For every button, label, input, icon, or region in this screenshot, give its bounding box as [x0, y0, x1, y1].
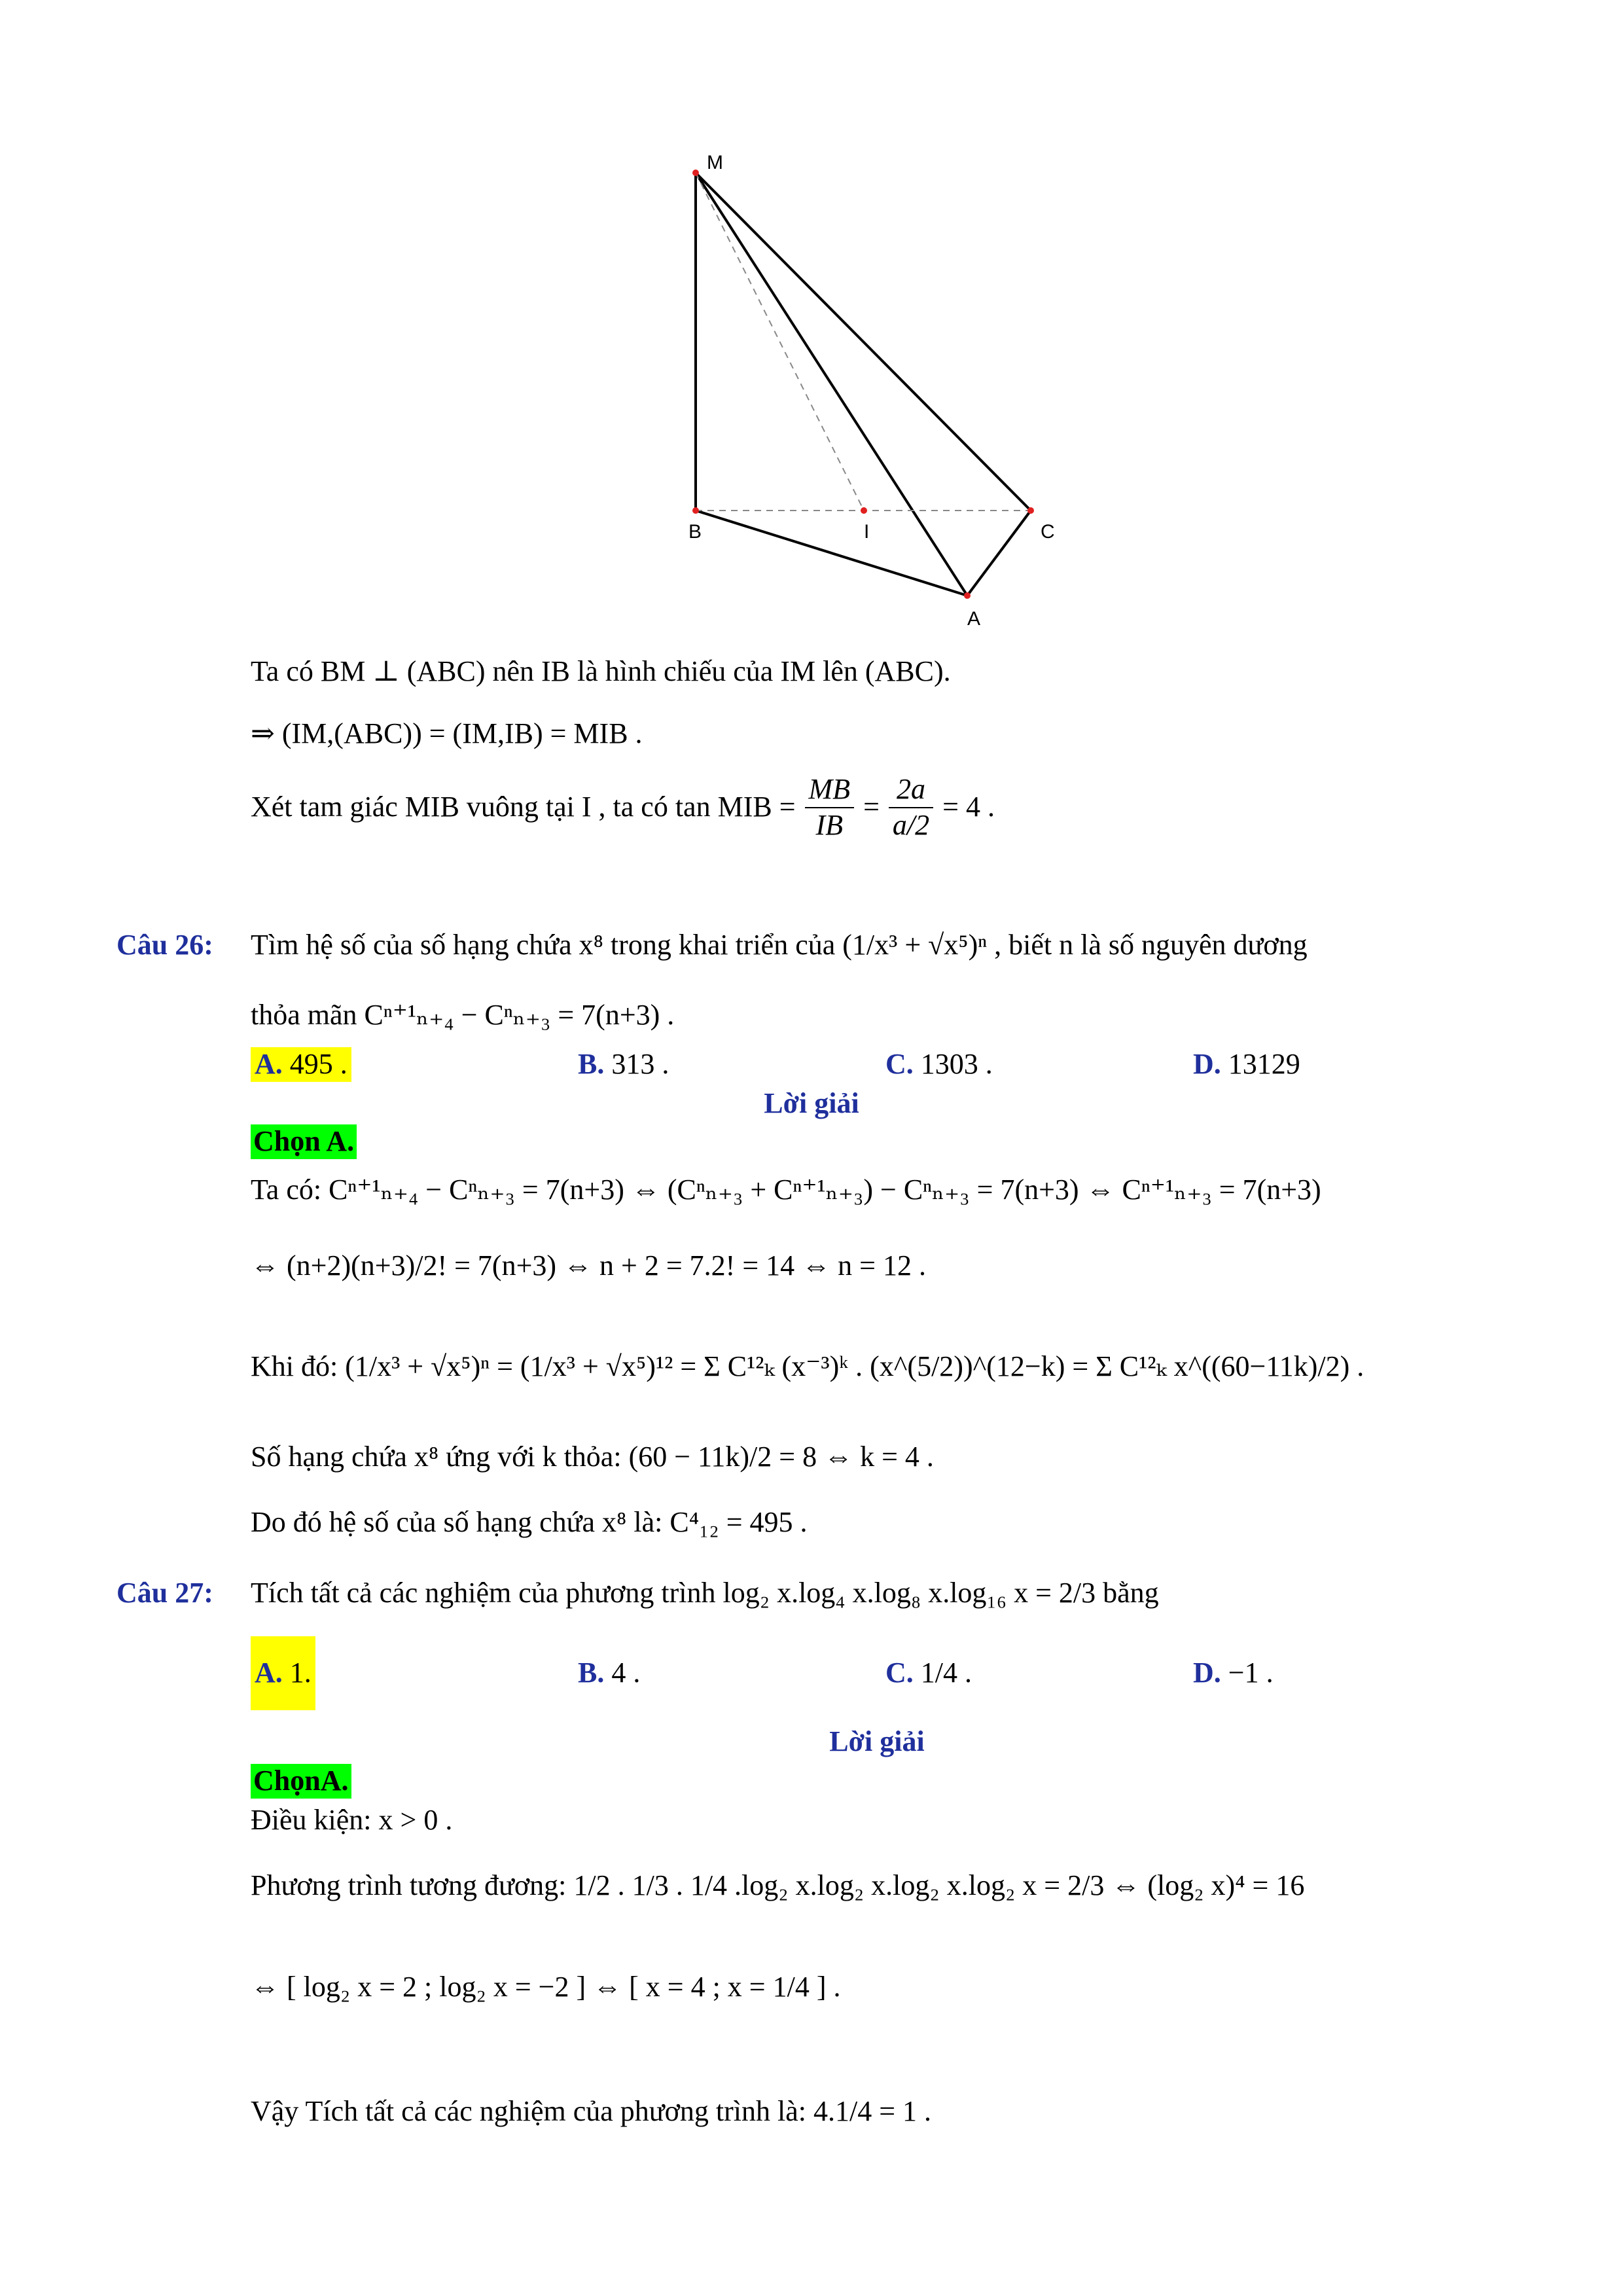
q27-option-d[interactable] — [1193, 1656, 1274, 1691]
q26-option-a-text: 495 . — [289, 1048, 348, 1080]
proof25-line2: ⇒ (IM,(ABC)) = (IM,IB) = MIB . — [251, 717, 643, 749]
q26-option-c-text: 1303 . — [920, 1048, 993, 1080]
proof25-line3-tail: = 4 . — [942, 791, 995, 823]
q26-option-a-letter: A. — [255, 1048, 283, 1080]
q27-option-b[interactable] — [578, 1656, 640, 1691]
q27-label: Câu 27: — [116, 1577, 213, 1609]
label-C: C — [1041, 521, 1055, 543]
label-A: A — [967, 608, 981, 630]
q27-option-d-text: −1 . — [1228, 1657, 1274, 1689]
q26-step-3: Khi đó: (1/x³ + √x⁵)ⁿ = (1/x³ + √x⁵)¹² = Σ C¹²ₖ (x⁻³)ᵏ . (x^(5/2))^(12−k) = Σ C¹²ₖ x^((60−11k)/2) . — [251, 1350, 1364, 1382]
q26-condition: thỏa mãn Cⁿ⁺¹ₙ₊₄ − Cⁿₙ₊₃ = 7(n+3) . — [251, 999, 675, 1031]
q26-option-d-text: 13129 — [1228, 1048, 1300, 1080]
proof25-frac2 — [889, 772, 933, 843]
q26-prompt: Tìm hệ số của số hạng chứa x⁸ trong khai triển của (1/x³ + √x⁵)ⁿ , biết n là số nguyên dương — [251, 929, 1308, 961]
label-I: I — [864, 521, 870, 543]
q26-step-1: Ta có: Cⁿ⁺¹ₙ₊₄ − Cⁿₙ₊₃ = 7(n+3) ⇔ (Cⁿₙ₊₃ + Cⁿ⁺¹ₙ₊₃) − Cⁿₙ₊₃ = 7(n+3) ⇔ Cⁿ⁺¹ₙ₊₃ = 7(n+3) — [251, 1174, 1321, 1206]
proof25-line1: Ta có BM ⊥ (ABC) nên IB là hình chiếu của IM lên (ABC). — [251, 655, 951, 687]
q26-step-5: Do đó hệ số của số hạng chứa x⁸ là: C⁴₁₂ = 495 . — [251, 1506, 808, 1538]
label-B: B — [688, 521, 702, 543]
q26-option-d[interactable] — [1193, 1047, 1300, 1082]
q26-option-b-letter: B. — [578, 1048, 605, 1080]
q27-option-b-letter: B. — [578, 1657, 605, 1689]
q26-step-2: ⇔ (n+2)(n+3)/2! = 7(n+3) ⇔ n + 2 = 7.2! = 14 ⇔ n = 12 . — [251, 1249, 926, 1282]
point-M — [692, 170, 699, 176]
q27-step-4: Vậy Tích tất cả các nghiệm của phương trình là: 4.1/4 = 1 . — [251, 2095, 932, 2127]
q26-option-d-letter: D. — [1193, 1048, 1221, 1080]
q27-option-c-letter: C. — [885, 1657, 914, 1689]
q26-option-b-text: 313 . — [611, 1048, 669, 1080]
proof25-frac1 — [805, 772, 855, 843]
proof25-line3-text: Xét tam giác MIB vuông tại I , ta có tan MIB = — [251, 791, 796, 823]
frac1-num: MB — [805, 772, 855, 808]
pyramid-figure — [0, 0, 1623, 655]
label-M: M — [707, 152, 723, 173]
q27-chosen: ChọnA. — [251, 1764, 351, 1799]
q26-option-a[interactable] — [251, 1047, 351, 1082]
frac2-den: a/2 — [892, 808, 930, 841]
frac1-den: IB — [815, 808, 844, 841]
q26-label: Câu 26: — [116, 929, 213, 961]
q26-chosen: Chọn A. — [251, 1124, 357, 1159]
q27-option-a[interactable] — [251, 1636, 315, 1710]
point-A — [964, 592, 971, 599]
q27-option-a-letter: A. — [255, 1657, 283, 1689]
q26-step-4: Số hạng chứa x⁸ ứng với k thỏa: (60 − 11k)/2 = 8 ⇔ k = 4 . — [251, 1441, 934, 1473]
point-C — [1027, 507, 1034, 514]
q26-option-c[interactable] — [885, 1047, 993, 1082]
q27-step-1: Điều kiện: x > 0 . — [251, 1804, 453, 1836]
q27-step-2: Phương trình tương đương: 1/2 . 1/3 . 1/4 .log₂ x.log₂ x.log₂ x.log₂ x = 2/3 ⇔ (log₂ x)⁴ = 16 — [251, 1869, 1305, 1901]
q26-solution-title: Lời giải — [764, 1087, 859, 1119]
q27-prompt: Tích tất cả các nghiệm của phương trình log₂ x.log₄ x.log₈ x.log₁₆ x = 2/3 bằng — [251, 1577, 1159, 1609]
q27-option-d-letter: D. — [1193, 1657, 1221, 1689]
q27-solution-title: Lời giải — [829, 1725, 925, 1757]
point-B — [692, 507, 699, 514]
q26-option-c-letter: C. — [885, 1048, 914, 1080]
q27-option-c-text: 1/4 . — [920, 1657, 972, 1689]
q27-option-c[interactable] — [885, 1656, 972, 1691]
q27-step-3: ⇔ [ log₂ x = 2 ; log₂ x = −2 ] ⇔ [ x = 4 ; x = 1/4 ] . — [251, 1971, 841, 2003]
point-I — [861, 507, 867, 514]
q26-option-b[interactable] — [578, 1047, 669, 1082]
frac2-num: 2a — [889, 772, 933, 808]
q27-option-a-text: 1. — [289, 1657, 312, 1689]
q27-option-b-text: 4 . — [611, 1657, 641, 1689]
proof25-line3: Xét tam giác MIB vuông tại I , ta có tan MIB = $\frac{MB}{IB}$ = $\frac{2a}{a/2}$ = 4 . — [251, 772, 995, 843]
